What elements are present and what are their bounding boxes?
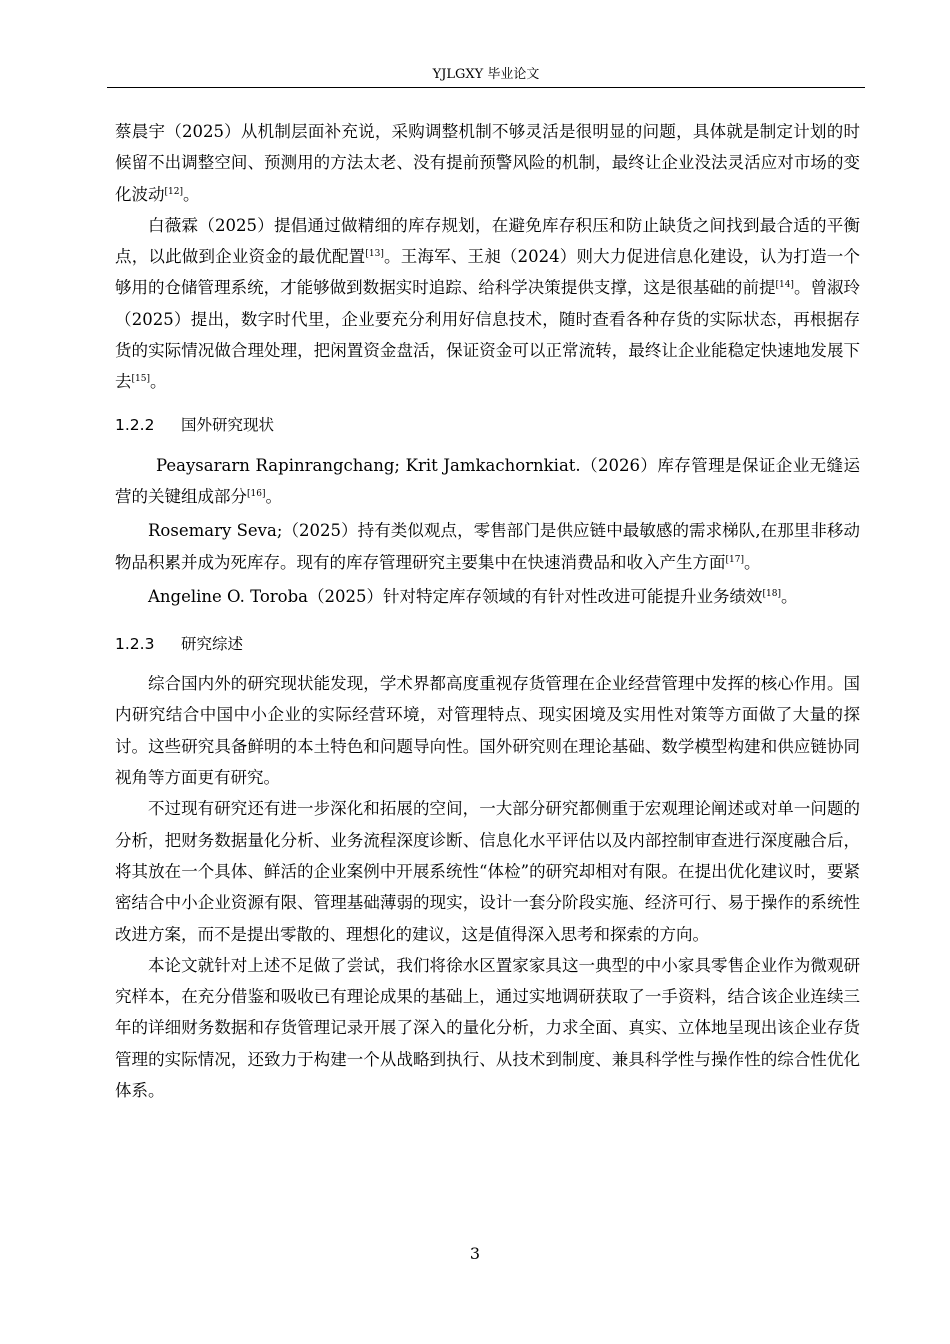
running-header: YJLGXY 毕业论文 bbox=[432, 67, 540, 82]
paragraph-text: 白薇霖（2025）提倡通过做精细的库存规划，在避免库存积压和防止缺货之间找到最合适的平衡点，以此做到企业资金的最优配置 bbox=[115, 215, 860, 267]
citation-ref: [17] bbox=[725, 554, 744, 565]
citation-ref: [13] bbox=[365, 249, 384, 260]
citation-ref: [12] bbox=[164, 186, 183, 197]
paragraph-text: 蔡晨宇（2025）从机制层面补充说，采购调整机制不够灵活是很明显的问题，具体就是制定计划的时候留不出调整空间、预测用的方法太老、没有提前预警风险的机制，最终让企业没法灵活应对市场的变化波动 bbox=[115, 122, 860, 204]
paragraph-peaysararn bbox=[115, 450, 860, 513]
paragraph-text: 。王海军、王昶（2024）则大力促进信息化建设，认为打造一个够用的仓储管理系统，才能够做到数据实时追踪、给科学决策提供支撑，这是很基础的前提 bbox=[115, 247, 861, 298]
citation-ref: [16] bbox=[247, 488, 266, 499]
section-number: 1.2.3 bbox=[115, 635, 155, 654]
paragraph-text: Rosemary Seva;（2025）持有类似观点，零售部门是供应链中最敏感的需求梯队,在那里非移动物品积累并成为死库存。现有的库存管理研究主要集中在快速消费品和收入产生方面 bbox=[115, 521, 860, 572]
paragraph-end: 。 bbox=[780, 586, 798, 606]
paragraph-text: Peaysararn Rapinrangchang; Krit Jamkachornkiat.（2026）库存管理是保证企业无缝运营的关键组成部分 bbox=[115, 455, 860, 506]
paragraph-rosemary-seva bbox=[115, 515, 860, 578]
section-title: 研究综述 bbox=[181, 635, 244, 654]
paragraph-text: Angeline O. Toroba（2025）针对特定库存领域的有针对性改进可能提升业务绩效 bbox=[148, 586, 763, 606]
citation-ref: [14] bbox=[775, 280, 794, 291]
section-heading-1-2-2 bbox=[115, 415, 860, 435]
paragraph-summary-2: 不过现有研究还有进一步深化和拓展的空间，一大部分研究都侧重于宏观理论阐述或对单一问题的分析，把财务数据量化分析、业务流程深度诊断、信息化水平评估以及内部控制审查进行深度融合后，将其放在一个具体、鲜活的企业案例中开展系统性“体检”的研究却相对有限。在提出优化建议时，要紧密结合中小企业资源有限、管理基础薄弱的现实，设计一套分阶段实施、经济可行、易于操作的系统性改进方案，而不是提出零散的、理想化的建议，这是值得深入思考和探索的方向。 bbox=[115, 799, 860, 944]
paragraph-baiweilin bbox=[115, 210, 860, 398]
paragraph-summary-1: 综合国内外的研究现状能发现，学术界都高度重视存货管理在企业经营管理中发挥的核心作用。国内研究结合中国中小企业的实际经营环境，对管理特点、现实困境及实用性对策等方面做了大量的探讨。这些研究具备鲜明的本土特色和问题导向性。国外研究则在理论基础、数学模型构建和供应链协同视角等方面更有研究。 bbox=[115, 674, 860, 788]
paragraph-end: 。 bbox=[182, 184, 200, 204]
paragraph-end: 。 bbox=[265, 486, 282, 506]
paragraph-caichenyu bbox=[115, 116, 860, 210]
section-number: 1.2.2 bbox=[115, 415, 155, 434]
header-rule bbox=[107, 87, 865, 88]
paragraph-summary-3: 本论文就针对上述不足做了尝试，我们将徐水区置家家具这一典型的中小家具零售企业作为微观研究样本，在充分借鉴和吸收已有理论成果的基础上，通过实地调研获取了一手资料，结合该企业连续三年的详细财务数据和存货管理记录开展了深入的量化分析，力求全面、真实、立体地呈现出该企业存货管理的实际情况，还致力于构建一个从战略到执行、从技术到制度、兼具科学性与操作性的综合性优化体系。 bbox=[115, 955, 860, 1101]
page-body bbox=[115, 116, 860, 1106]
paragraph-end: 。 bbox=[743, 552, 761, 572]
paragraph-text: 。曾淑玲（2025）提出，数字时代里，企业要充分利用好信息技术，随时查看各种存货的实际状态，再根据存货的实际情况做合理处理，把闲置资金盘活，保证资金可以正常流转，最终让企业能稳定快速地发展下去 bbox=[115, 278, 860, 392]
section-heading-1-2-3 bbox=[115, 634, 860, 654]
citation-ref: [18] bbox=[762, 588, 781, 599]
section-title: 国外研究现状 bbox=[181, 415, 275, 434]
paragraph-end: 。 bbox=[149, 372, 167, 392]
paragraph-angeline-toroba bbox=[115, 581, 860, 612]
page-number: 3 bbox=[469, 1244, 481, 1263]
citation-ref: [15] bbox=[131, 374, 150, 385]
